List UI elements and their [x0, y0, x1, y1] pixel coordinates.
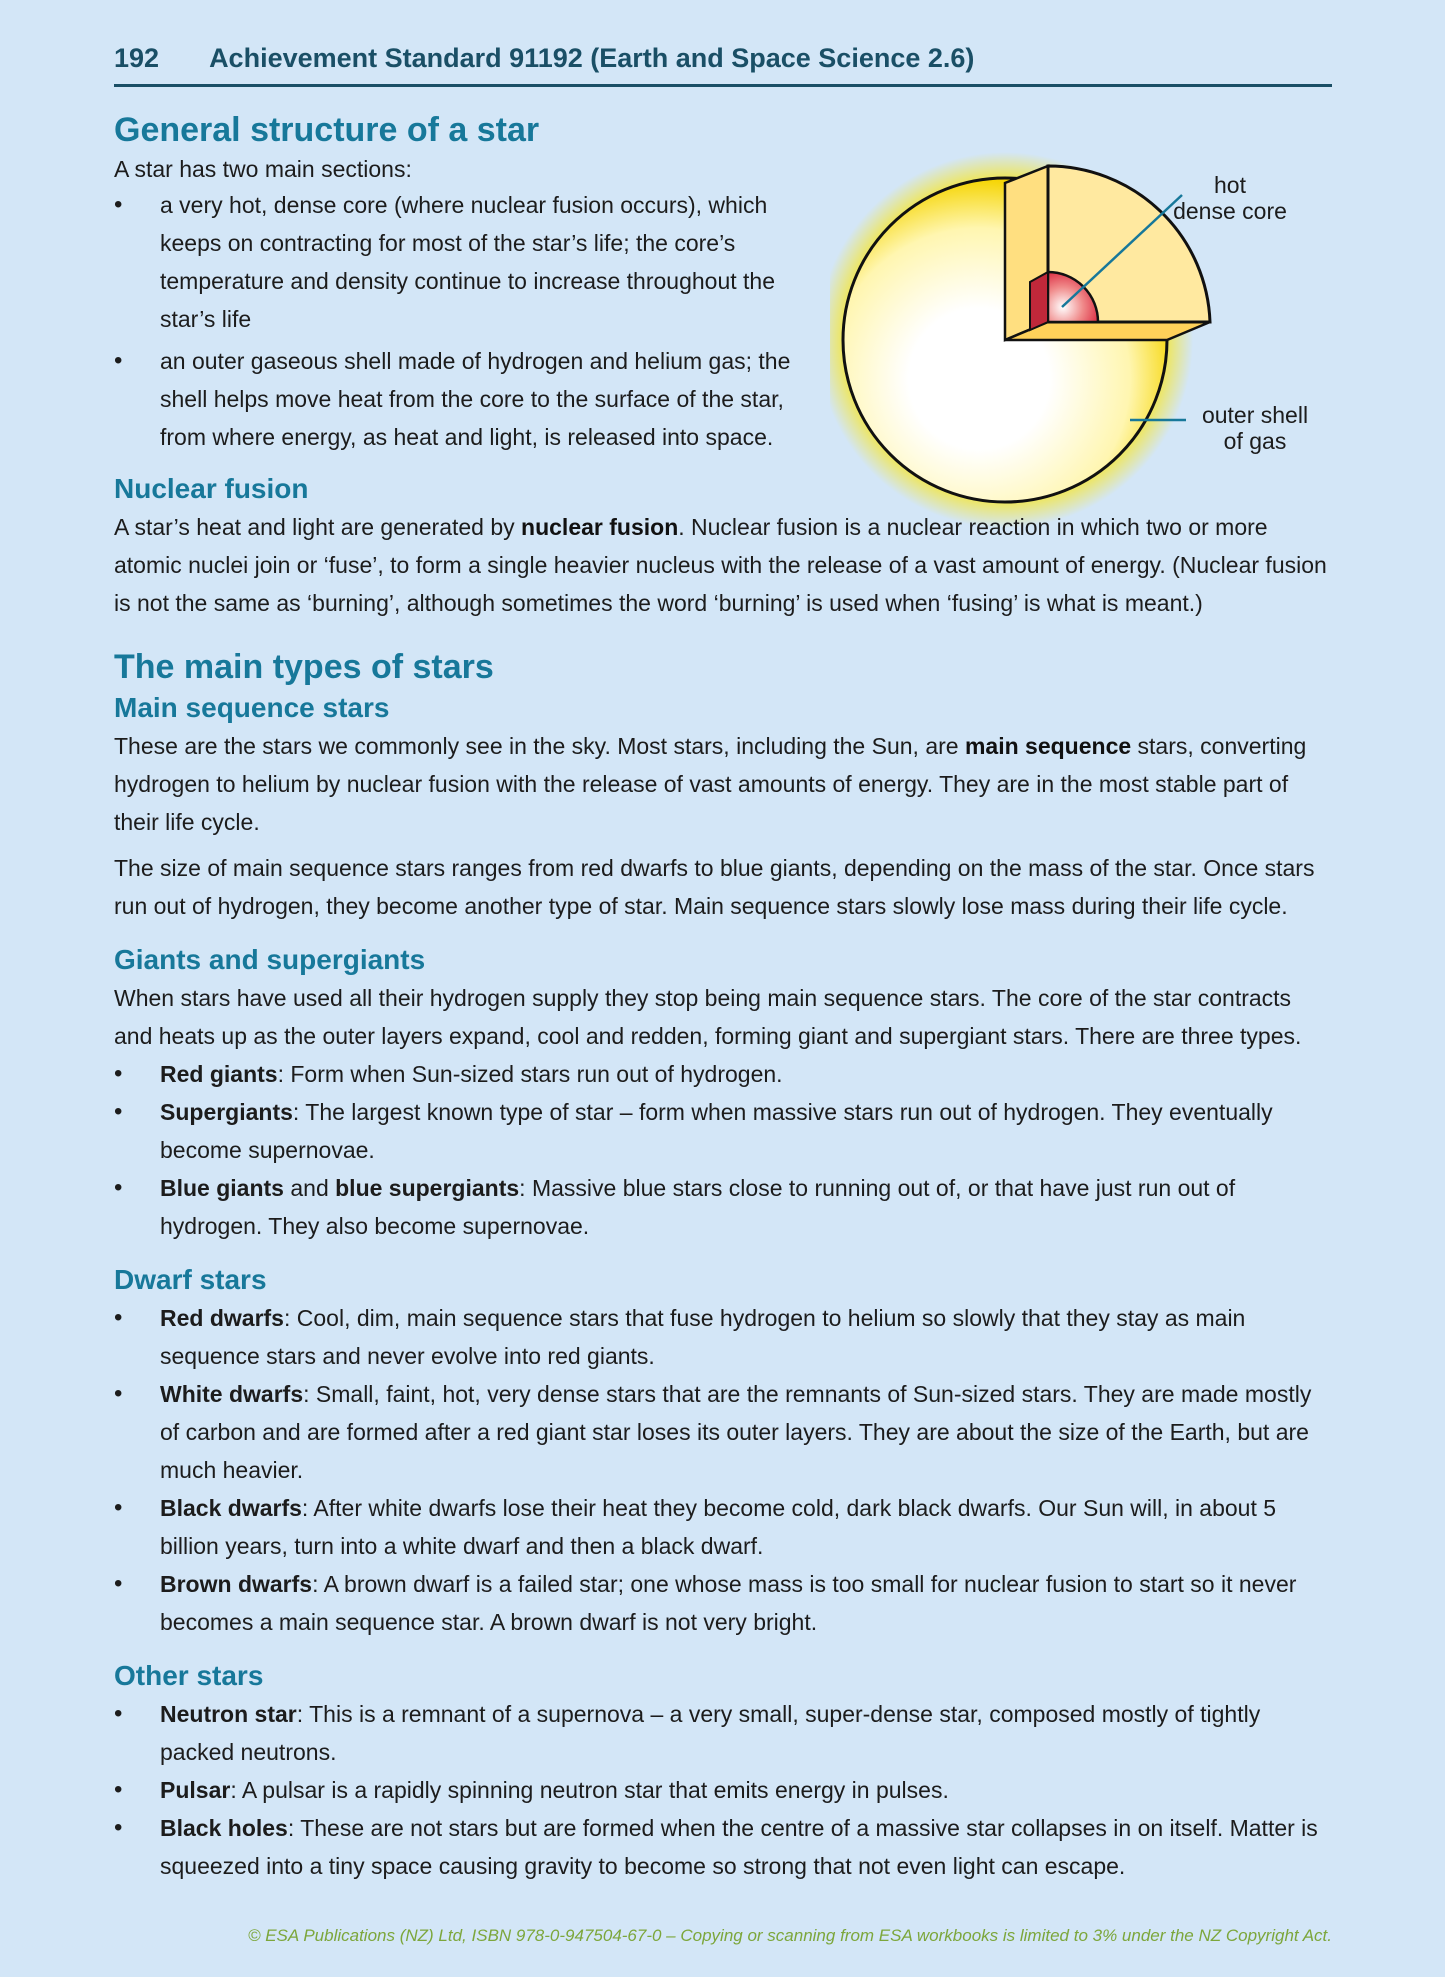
list-item: [114, 1771, 1334, 1809]
fusion-section: [114, 470, 1334, 622]
fusion-term: nuclear fusion: [521, 514, 679, 540]
item-term: Brown dwarfs: [160, 1571, 313, 1597]
list-item: [114, 1375, 1334, 1489]
item-text: : These are not stars but are formed when the centre of a massive star collapses in on itself. Matter is squeezed into a tiny space causing gravity to become so strong that not even light can escape.: [160, 1815, 1318, 1879]
list-item: [114, 1299, 1334, 1375]
item-text: : Small, faint, hot, very dense stars that are the remnants of Sun-sized stars. They are made mostly of carbon and are formed after a red giant star loses its outer layers. They are about the size of the Earth, but are much heavier.: [160, 1381, 1312, 1483]
item-term: blue supergiants: [335, 1175, 520, 1201]
list-item: [114, 1169, 1334, 1245]
dwarfs-list: [114, 1299, 1334, 1641]
fusion-text-a: A star’s heat and light are generated by: [114, 514, 522, 540]
list-item: [114, 1565, 1334, 1641]
item-text: : Massive blue stars close to running out of, or that have just run out of hydrogen. They also become supernovae.: [160, 1175, 1236, 1239]
fusion-heading: Nuclear fusion: [114, 473, 309, 504]
core-label-line2: dense core: [1173, 198, 1287, 224]
item-text: : The largest known type of star – form when massive stars run out of hydrogen. They eventually become supernovae.: [160, 1099, 1273, 1163]
item-text: : This is a remnant of a supernova – a very small, super-dense star, composed mostly of tightly packed neutrons.: [160, 1701, 1261, 1765]
item-term: Red giants: [160, 1061, 278, 1087]
list-item: [114, 1695, 1334, 1771]
item-text: : A pulsar is a rapidly spinning neutron star that emits energy in pulses.: [230, 1777, 949, 1803]
list-item: [114, 1809, 1334, 1885]
item-term: Red dwarfs: [160, 1305, 284, 1331]
item-term: Pulsar: [160, 1777, 231, 1803]
item-term: Neutron star: [160, 1701, 297, 1727]
list-item: [114, 1489, 1334, 1565]
item-text: : After white dwarfs lose their heat they become cold, dark black dwarfs. Our Sun will, in about 5 billion years, turn into a white dwarf and then a black dwarf.: [160, 1495, 1277, 1559]
giants-intro: When stars have used all their hydrogen supply they stop being main sequence stars. The core of the star contracts and heats up as the outer layers expand, cool and redden, forming giant and supergiant stars. There are three types.: [114, 985, 1302, 1049]
item-term: Supergiants: [160, 1099, 293, 1125]
dwarfs-heading: Dwarf stars: [114, 1264, 267, 1295]
core-label-line1: hot: [1214, 172, 1246, 198]
shell-label-line1: outer shell: [1201, 402, 1309, 428]
item-term: White dwarfs: [160, 1381, 304, 1407]
copyright-footer: © ESA Publications (NZ) Ltd, ISBN 978-0-947504-67-0 – Copying or scanning from ESA workbooks is limited to 3% under the NZ Copyright Act.: [247, 1926, 1332, 1945]
item-text: : Cool, dim, main sequence stars that fuse hydrogen to helium so slowly that they stay as main sequence stars and never evolve into red giants.: [160, 1305, 1246, 1369]
ms-text-b: stars, converting hydrogen to helium by nuclear fusion with the release of vast amounts of energy. They are in the most stable part of their life cycle.: [114, 733, 1307, 835]
item-term: Black dwarfs: [160, 1495, 302, 1521]
ms-term: main sequence: [964, 733, 1132, 759]
structure-bullet-shell: • an outer gaseous shell made of hydrogen and helium gas; the shell helps move heat from the core to the surface of the star, from where energy, as heat and light, is released into space.: [114, 342, 834, 456]
other-stars-heading: Other stars: [114, 1660, 264, 1691]
types-section: [114, 645, 1334, 1885]
structure-bullets: [114, 186, 834, 456]
structure-heading: General structure of a star: [114, 111, 540, 149]
structure-intro: A star has two main sections:: [114, 156, 412, 182]
types-heading: The main types of stars: [114, 648, 494, 686]
item-text: : Form when Sun-sized stars run out of hydrogen.: [277, 1061, 783, 1087]
list-item: [114, 1093, 1334, 1169]
giants-heading: Giants and supergiants: [114, 944, 426, 975]
item-text: : A brown dwarf is a failed star; one whose mass is too small for nuclear fusion to start so it never becomes a main sequence star. A brown dwarf is not very bright.: [160, 1571, 1297, 1635]
main-sequence-paragraph-2: The size of main sequence stars ranges from red dwarfs to blue giants, depending on the mass of the star. Once stars run out of hydrogen, they become another type of star. Main sequence stars slowly lose mass during their life cycle.: [114, 855, 1315, 919]
structure-bullet-core: • a very hot, dense core (where nuclear fusion occurs), which keeps on contracting for most of the star’s life; the core’s temperature and density continue to increase throughout the star’s life: [114, 186, 834, 338]
star-core-side: [1030, 272, 1048, 330]
fusion-paragraph: [114, 508, 1334, 622]
main-sequence-heading: Main sequence stars: [114, 692, 390, 723]
header-title: Achievement Standard 91192 (Earth and Space Science 2.6): [209, 42, 975, 73]
ms-text-a: These are the stars we commonly see in the sky. Most stars, including the Sun, are: [114, 733, 965, 759]
list-item: [114, 1055, 1334, 1093]
item-term: Black holes: [160, 1815, 288, 1841]
core-label: [1160, 172, 1300, 224]
shell-label: [1185, 402, 1325, 454]
shell-label-line2: of gas: [1223, 428, 1287, 454]
page-header: [114, 32, 1332, 87]
other-stars-list: [114, 1695, 1334, 1885]
giants-list: [114, 1055, 1334, 1245]
main-sequence-paragraph-1: [114, 727, 1334, 841]
item-mid: and: [283, 1175, 336, 1201]
fusion-text-b: . Nuclear fusion is a nuclear reaction in which two or more atomic nuclei join or ‘fuse’, to form a single heavier nucleus with the release of a vast amount of energy. (Nuclear fusion is not the same as ‘burning’, although sometimes the word ‘burning’ is used when ‘fusing’ is what is meant.): [114, 514, 1327, 616]
item-term: Blue giants: [160, 1175, 284, 1201]
page-number: 192: [114, 42, 160, 73]
